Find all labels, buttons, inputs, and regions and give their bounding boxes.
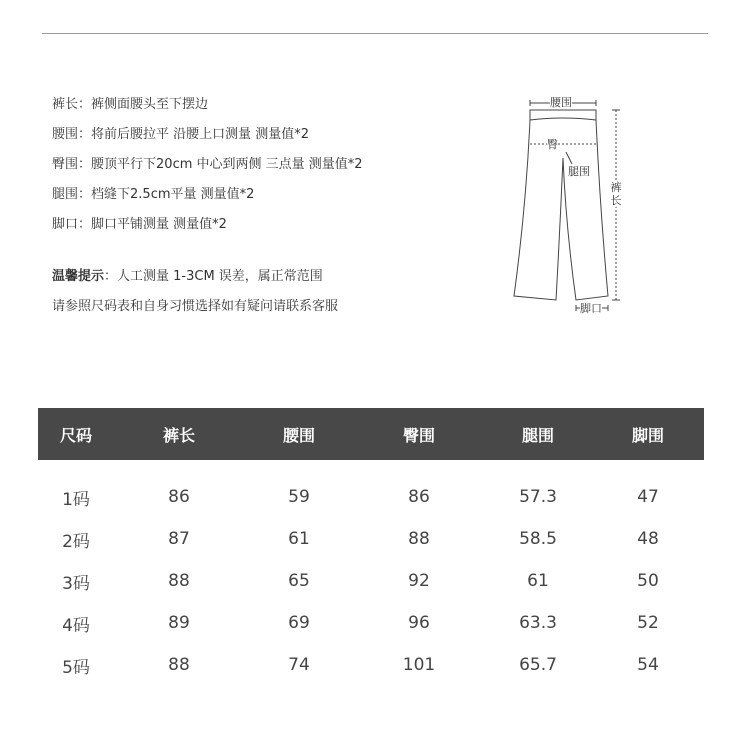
cell-length: 88 xyxy=(168,571,190,591)
cell-size: 5码 xyxy=(62,657,90,678)
note-text: 将前后腰拉平 沿腰上口测量 测量值*2 xyxy=(91,127,310,142)
table-row xyxy=(38,518,704,560)
cell-hip: 96 xyxy=(408,613,430,633)
top-divider xyxy=(42,33,708,34)
note-text: 脚口平铺测量 测量值*2 xyxy=(91,217,227,232)
header-size: 尺码 xyxy=(59,425,92,445)
tips xyxy=(52,266,338,326)
cell-length: 86 xyxy=(168,487,190,507)
note-label: 腰围 xyxy=(52,127,79,142)
note-length: 裤长：裤侧面腰头至下摆边 xyxy=(52,97,209,112)
note-thigh: 腿围：档缝下2.5cm平量 测量值*2 xyxy=(52,187,255,202)
note-hip: 臀围：腰顶平行下20cm 中心到两侧 三点量 测量值*2 xyxy=(52,157,363,172)
diagram-label-hem: 脚口 xyxy=(580,302,602,315)
tip-label: 温馨提示 xyxy=(52,269,105,284)
cell-waist: 65 xyxy=(288,571,310,591)
diagram-label-waist: 腰围 xyxy=(550,96,572,109)
table-row xyxy=(38,644,704,686)
pants-diagram xyxy=(500,88,640,320)
header-waist: 腰围 xyxy=(282,425,315,445)
note-label: 臀围 xyxy=(52,157,79,172)
cell-hem: 47 xyxy=(637,487,659,507)
cell-size: 3码 xyxy=(62,573,90,594)
cell-hem: 50 xyxy=(637,571,659,591)
cell-hem: 52 xyxy=(637,613,659,633)
cell-hip: 92 xyxy=(408,571,430,591)
cell-hem: 54 xyxy=(637,655,659,675)
diagram-label-thigh: 腿围 xyxy=(568,165,590,178)
table-row xyxy=(38,560,704,602)
table-row xyxy=(38,602,704,644)
cell-waist: 61 xyxy=(288,529,310,549)
cell-size: 1码 xyxy=(62,489,90,510)
diagram-label-length: 裤长 xyxy=(610,181,622,207)
cell-hem: 48 xyxy=(637,529,659,549)
note-label: 腿围 xyxy=(52,187,79,202)
cell-hip: 86 xyxy=(408,487,430,507)
size-table-header xyxy=(38,408,704,460)
cell-waist: 59 xyxy=(288,487,310,507)
note-hem: 脚口：脚口平铺测量 测量值*2 xyxy=(52,217,227,232)
header-hem: 脚围 xyxy=(631,425,664,445)
diagram-label-hip: 臀 xyxy=(547,138,558,151)
cell-hip: 88 xyxy=(408,529,430,549)
cell-thigh: 57.3 xyxy=(519,487,557,507)
note-text: 档缝下2.5cm平量 测量值*2 xyxy=(91,187,255,202)
cell-waist: 69 xyxy=(288,613,310,633)
cell-length: 88 xyxy=(168,655,190,675)
tip-text: ：人工测量 1-3CM 误差，属正常范围 xyxy=(104,269,323,284)
note-waist: 腰围：将前后腰拉平 沿腰上口测量 测量值*2 xyxy=(52,127,310,142)
cell-thigh: 58.5 xyxy=(519,529,557,549)
cell-thigh: 65.7 xyxy=(519,655,557,675)
size-table-body xyxy=(38,476,704,686)
tip-line xyxy=(52,266,338,296)
note-text: 裤侧面腰头至下摆边 xyxy=(91,97,209,112)
cell-thigh: 61 xyxy=(527,571,549,591)
header-thigh: 腿围 xyxy=(521,425,554,445)
cell-length: 89 xyxy=(168,613,190,633)
header-length: 裤长 xyxy=(162,425,195,445)
note-label: 裤长 xyxy=(52,97,79,112)
header-hip: 臀围 xyxy=(402,425,435,445)
cell-length: 87 xyxy=(168,529,190,549)
note-label: 脚口 xyxy=(52,217,79,232)
cell-thigh: 63.3 xyxy=(519,613,557,633)
cell-hip: 101 xyxy=(402,655,436,675)
note-text: 腰顶平行下20cm 中心到两侧 三点量 测量值*2 xyxy=(91,157,363,172)
measurement-notes xyxy=(52,94,363,244)
cell-size: 4码 xyxy=(62,615,90,636)
service-note: 请参照尺码表和自身习惯选择如有疑问请联系客服 xyxy=(52,299,339,314)
table-row xyxy=(38,476,704,518)
cell-waist: 74 xyxy=(288,655,310,675)
cell-size: 2码 xyxy=(62,531,90,552)
